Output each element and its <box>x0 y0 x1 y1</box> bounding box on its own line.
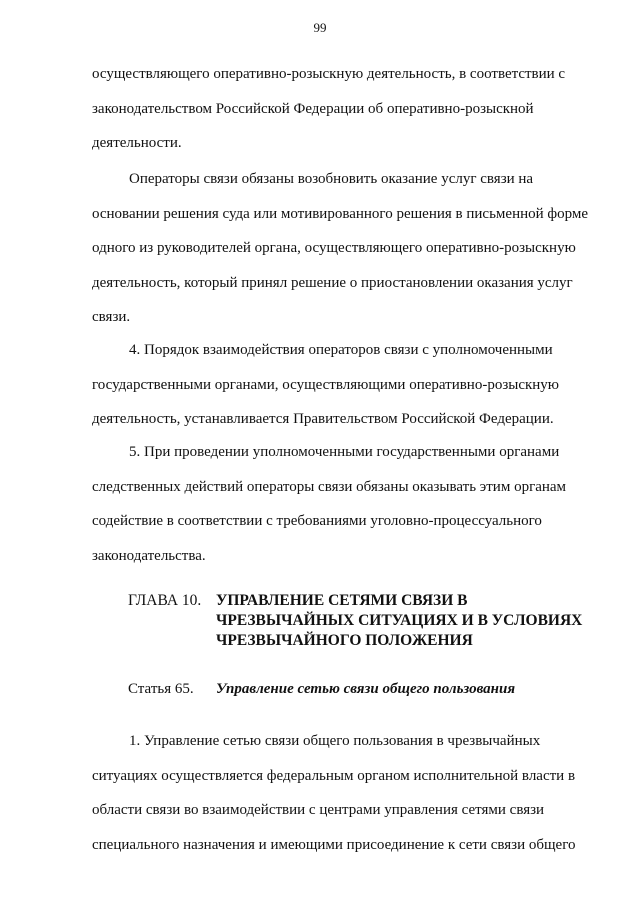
article-paragraph-1 <box>92 724 592 862</box>
paragraph-item-5 <box>92 435 592 573</box>
article-title: Управление сетью связи общего пользования <box>216 681 516 697</box>
text-line: деятельности. <box>92 135 182 152</box>
paragraph-item-4 <box>92 333 592 437</box>
text-line: законодательства. <box>92 547 206 564</box>
chapter-title-line: ЧРЕЗВЫЧАЙНЫХ СИТУАЦИЯХ И В УСЛОВИЯХ <box>216 612 583 629</box>
text-line: 1. Управление сетью связи общего пользования в чрезвычайных <box>129 733 541 749</box>
text-line: специального назначения и имеющими присоединение к сети связи общего <box>92 836 576 853</box>
text-line: основании решения суда или мотивированного решения в письменной форме <box>92 205 589 222</box>
text-line: деятельность, который принял решение о приостановлении оказания услуг <box>92 274 573 291</box>
text-line: осуществляющего оперативно-розыскную деятельность, в соответствии с <box>92 66 566 82</box>
text-line: 5. При проведении уполномоченными государственными органами <box>129 444 560 460</box>
paragraph-continuation <box>92 57 592 161</box>
text-line: законодательством Российской Федерации об оперативно-розыскной <box>92 100 534 117</box>
page-number: 99 <box>313 20 327 35</box>
text-line: государственными органами, осуществляющими оперативно-розыскную <box>92 376 560 393</box>
text-line: 4. Порядок взаимодействия операторов связи с уполномоченными <box>129 342 553 358</box>
chapter-title <box>216 591 601 651</box>
chapter-title-line: ЧРЕЗВЫЧАЙНОГО ПОЛОЖЕНИЯ <box>216 632 473 649</box>
text-line: ситуациях осуществляется федеральным органом исполнительной власти в <box>92 767 576 784</box>
text-line: области связи во взаимодействии с центрами управления сетями связи <box>92 802 545 819</box>
text-line: Операторы связи обязаны возобновить оказание услуг связи на <box>129 171 534 187</box>
paragraph-resume-services <box>92 162 592 335</box>
chapter-title-line: УПРАВЛЕНИЕ СЕТЯМИ СВЯЗИ В <box>216 592 468 609</box>
text-line: связи. <box>92 309 131 326</box>
text-line: содействие в соответствии с требованиями уголовно-процессуального <box>92 513 542 530</box>
text-line: одного из руководителей органа, осуществляющего оперативно-розыскную <box>92 240 576 257</box>
text-line: деятельность, устанавливается Правительством Российской Федерации. <box>92 411 554 428</box>
chapter-label: ГЛАВА 10. <box>128 592 202 609</box>
text-line: следственных действий операторы связи обязаны оказывать этим органам <box>92 478 567 495</box>
article-label: Статья 65. <box>128 681 194 697</box>
